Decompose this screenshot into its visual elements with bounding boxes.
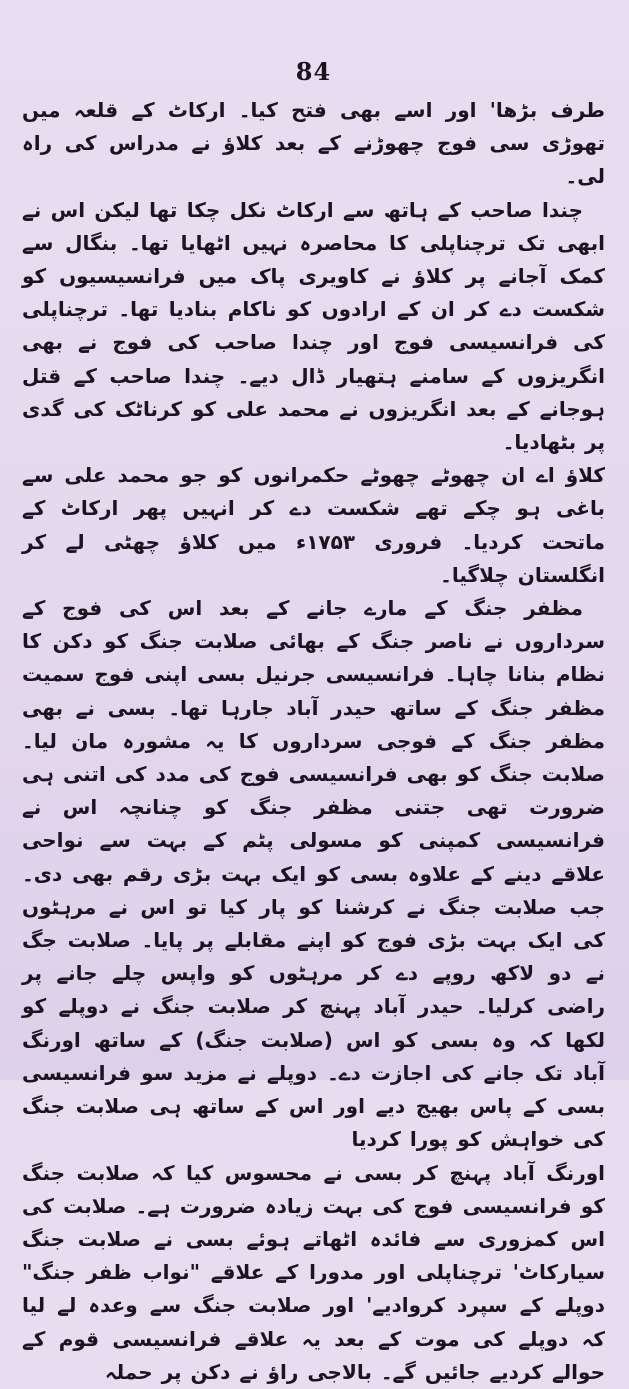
paragraph-1: طرف بڑھا' اور اسے بھی فتح کیا۔ ارکاٹ کے قلعہ میں تھوڑی سی فوج چھوڑنے کے بعد کلاؤ نے مدراس کی راہ لی۔	[22, 98, 605, 189]
paragraph-4: مظفر جنگ کے مارے جانے کے بعد اس کی فوج کے سرداروں نے ناصر جنگ کے بھائی صلابت جنگ کو دکن کا نظام بنانا چاہا۔ فرانسیسی جرنیل بسی اپنی فوج سمیت مظفر جنگ کے ساتھ حیدر آباد جارہا تھا۔ بسی نے بھی مظفر جنگ کے فوجی سرداروں کا یہ مشورہ مان لیا۔ صلابت جنگ کو بھی فرانسیسی فوج کی مدد کی اتنی ہی ضرورت تھی جتنی مظفر جنگ کو چنانچہ اس نے فرانسیسی کمپنی کو مسولی پٹم کے بہت سے نواحی علاقے دینے کے علاوہ بسی کو ایک بہت بڑی رقم بھی دی۔ جب صلابت جنگ نے کرشنا کو پار کیا تو اس نے مرہٹوں کی ایک بہت بڑی فوج کو اپنے مقابلے پر پایا۔ صلابت جگ نے دو لاکھ روپے دے کر مرہٹوں کو واپس چلے جانے پر راضی کرلیا۔ حیدر آباد پہنچ کر صلابت جنگ نے دوپلے کو لکھا کہ وہ بسی کو اس (صلابت جنگ) کے ساتھ اورنگ آباد تک جانے کی اجازت دے۔ دوپلے نے مزید سو فرانسیسی بسی کے پاس بھیج دیے اور اس کے ساتھ ہی صلابت جنگ کی خواہش کو پورا کردیا	[22, 596, 605, 1152]
paragraph-5: اورنگ آباد پہنچ کر بسی نے محسوس کیا کہ صلابت جنگ کو فرانسیسی فوج کی بہت زیادہ ضرورت ہے۔ صلابت کی اس کمزوری سے فائدہ اٹھاتے ہوئے بسی نے صلابت جنگ سیارکاٹ' ترچناپلی اور مدورا کے علاقے "نواب ظفر جنگ" دوپلے کے سپرد کروادیے' اور صلابت جنگ سے وعدہ لے لیا کہ دوپلے کی موت کے بعد یہ علاقے فرانسیسی قوم کے حوالے کردیے جائیں گے۔ بالاجی راؤ نے دکن پر حملہ	[22, 1160, 605, 1384]
paragraph-3: کلاؤ اے ان چھوٹے چھوٹے حکمرانوں کو جو محمد علی سے باغی ہو چکے تھے شکست دے کر انہیں پھر ارکاٹ کے ماتحت کردیا۔ فروری ۱۷۵۳ء میں کلاؤ چھٹی لے کر انگلستان چلاگیا۔	[22, 463, 605, 587]
page-number: 84	[295, 57, 332, 86]
paragraph-2: چندا صاحب کے ہاتھ سے ارکاٹ نکل چکا تھا لیکن اس نے ابھی تک ترچناپلی کا محاصرہ نہیں اٹھایا تھا۔ بنگال سے کمک آجانے پر کلاؤ نے کاویری پاک میں فرانسیسیوں کو شکست دے کر ان کے ارادوں کو ناکام بنادیا تھا۔ ترچناپلی کی فرانسیسی فوج اور چندا صاحب کی فوج نے بھی انگریزوں کے سامنے ہتھیار ڈال دیے۔ چندا صاحب کے قتل ہوجانے کے بعد انگریزوں نے محمد علی کو کرناٹک کی گدی پر بٹھادیا۔	[22, 197, 605, 455]
page-body	[22, 94, 605, 1389]
